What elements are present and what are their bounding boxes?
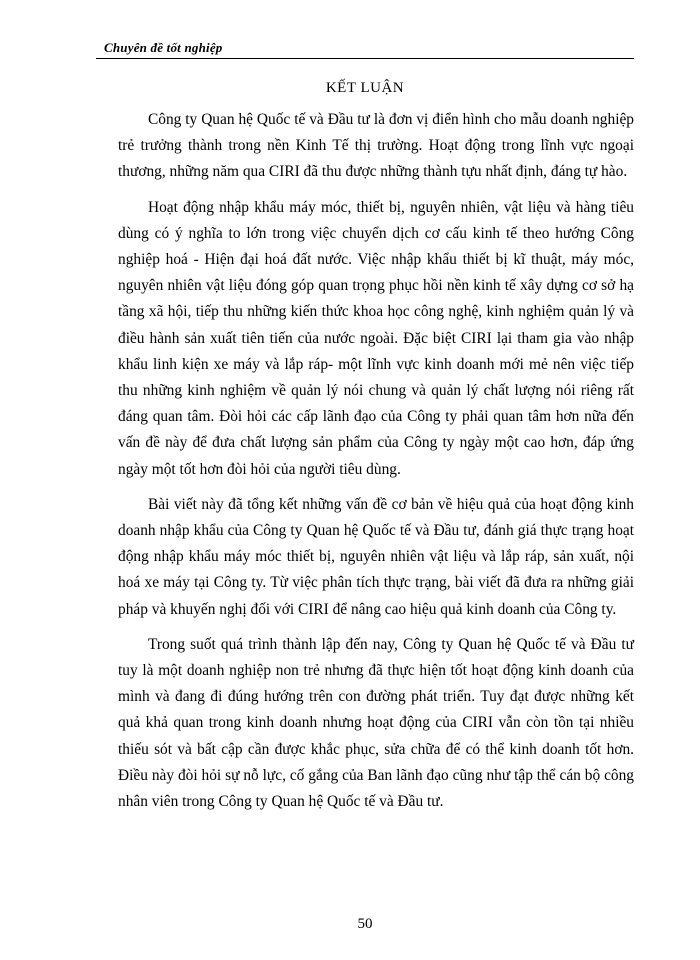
document-page xyxy=(96,34,634,934)
header-title: Chuyên đề tốt nghiệp xyxy=(104,40,223,55)
paragraph-1: Công ty Quan hệ Quốc tế và Đầu tư là đơn vị điển hình cho mẫu doanh nghiệp trẻ trưởng thành trong nền Kinh Tế thị trường. Hoạt động trong lĩnh vực ngoại thương, những năm qua CIRI đã thu được những thành tựu nhất định, đáng tự hào. xyxy=(118,111,634,181)
paragraph-4: Trong suốt quá trình thành lập đến nay, Công ty Quan hệ Quốc tế và Đầu tư tuy là một doanh nghiệp non trẻ nhưng đã thực hiện tốt hoạt động kinh doanh của mình và đang đi đúng hướng trên con đường phát triển. Tuy đạt được những kết quả khả quan trong kinh doanh nhưng hoạt động của CIRI vẫn còn tồn tại nhiều thiếu sót và bất cập cần được khắc phục, sửa chữa để có thể kinh doanh tốt hơn. Điều này đòi hỏi sự nỗ lực, cố gắng của Ban lãnh đạo cũng như tập thể cán bộ công nhân viên trong Công ty Quan hệ Quốc tế và Đầu tư. xyxy=(118,635,634,811)
page-header xyxy=(96,40,634,60)
page-number: 50 xyxy=(357,916,373,932)
paragraph-2: Hoạt động nhập khẩu máy móc, thiết bị, nguyên nhiên, vật liệu và hàng tiêu dùng có ý nghĩa to lớn trong việc chuyển dịch cơ cấu kinh tế theo hướng Công nghiệp hoá - Hiện đại hoá đất nước. Việc nhập khẩu thiết bị kĩ thuật, máy móc, nguyên nhiên vật liệu đóng góp quan trọng phục hồi nền kinh tế xây dựng cơ sở hạ tầng xã hội, tiếp thu những kiến thức khoa học công nghệ, kinh nghiệm quản lý và điều hành sản xuất tiên tiến của nước ngoài. Đặc biệt CIRI lại tham gia vào nhập khẩu linh kiện xe máy và lắp ráp- một lĩnh vực kinh doanh mới mẻ nên việc tiếp thu những kinh nghiệm về quản lý nói chung và quản lý chất lượng nói riêng rất đáng quan tâm. Đòi hỏi các cấp lãnh đạo của Công ty phải quan tâm hơn nữa đến vấn đề này để đưa chất lượng sản phẩm của Công ty ngày một cao hơn, đáp ứng ngày một tốt hơn đòi hỏi của người tiêu dùng. xyxy=(118,198,634,478)
paragraph-3: Bài viết này đã tổng kết những vấn đề cơ bản về hiệu quả của hoạt động kinh doanh nhập khẩu của Công ty Quan hệ Quốc tế và Đầu tư, đánh giá thực trạng hoạt động nhập khẩu máy móc thiết bị, nguyên nhiên vật liệu và lắp ráp, sản xuất, nội hoá xe máy tại Công ty. Từ việc phân tích thực trạng, bài viết đã đưa ra những giải pháp và khuyến nghị đối với CIRI để nâng cao hiệu quả kinh doanh của Công ty. xyxy=(118,495,634,618)
document-title: KẾT LUẬN xyxy=(325,80,405,96)
header-rule xyxy=(96,58,634,59)
document-body xyxy=(118,107,634,824)
